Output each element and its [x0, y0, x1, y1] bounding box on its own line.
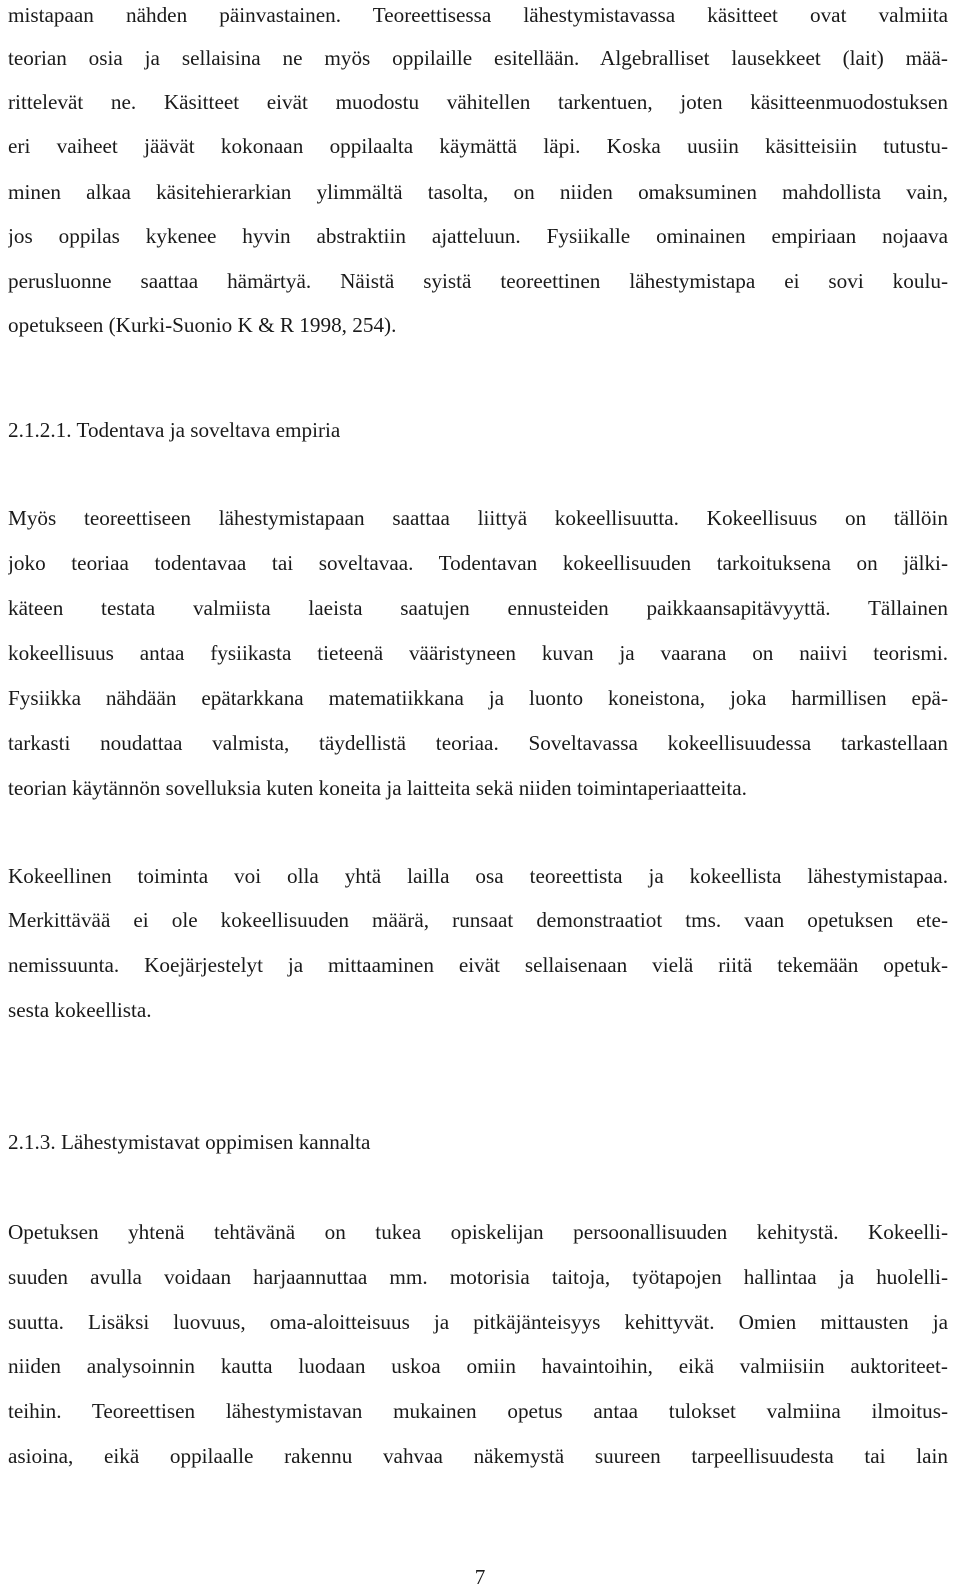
text-line: niiden analysoinnin kautta luodaan uskoa omiin havaintoihin, eikä valmiisiin auktoriteet-	[8, 1356, 948, 1378]
text-line: asioina, eikä oppilaalle rakennu vahvaa näkemystä suureen tarpeellisuudesta tai lain	[8, 1446, 948, 1468]
text-line: käteen testata valmiista laeista saatujen ennusteiden paikkaansapitävyyttä. Tällainen	[8, 598, 948, 620]
page-number: 7	[474, 1565, 486, 1589]
text-line: rittelevät ne. Käsitteet eivät muodostu vähitellen tarkentuen, joten käsitteenmuodostuksen	[8, 92, 948, 114]
text-line: joko teoriaa todentavaa tai soveltavaa. Todentavan kokeellisuuden tarkoituksena on jälki-	[8, 553, 948, 575]
text-line: mistapaan nähden päinvastainen. Teoreettisessa lähestymistavassa käsitteet ovat valmiita	[8, 5, 948, 27]
text-line: suuden avulla voidaan harjaannuttaa mm. motorisia taitoja, työtapojen hallintaa ja huolelli-	[8, 1267, 948, 1289]
text-line: suutta. Lisäksi luovuus, oma-aloitteisuus ja pitkäjänteisyys kehittyvät. Omien mittausten ja	[8, 1312, 948, 1334]
text-line: Myös teoreettiseen lähestymistapaan saattaa liittyä kokeellisuutta. Kokeellisuus on tällöin	[8, 508, 948, 530]
section-heading: 2.1.2.1. Todentava ja soveltava empiria	[8, 418, 341, 442]
text-line: nemissuunta. Koejärjestelyt ja mittaaminen eivät sellaisenaan vielä riitä tekemään opetuk-	[8, 955, 948, 977]
text-line: minen alkaa käsitehierarkian ylimmältä tasolta, on niiden omaksuminen mahdollista vain,	[8, 182, 948, 204]
text-line: jos oppilas kykenee hyvin abstraktiin ajatteluun. Fysiikalle ominainen empiriaan nojaava	[8, 226, 948, 248]
text-line: teorian käytännön sovelluksia kuten koneita ja laitteita sekä niiden toimintaperiaatteita.	[8, 776, 747, 800]
text-line: teihin. Teoreettisen lähestymistavan mukainen opetus antaa tulokset valmiina ilmoitus-	[8, 1401, 948, 1423]
text-line: teorian osia ja sellaisina ne myös oppilaille esitellään. Algebralliset lausekkeet (lait) mää-	[8, 48, 948, 70]
text-line: Opetuksen yhtenä tehtävänä on tukea opiskelijan persoonallisuuden kehitystä. Kokeelli-	[8, 1222, 948, 1244]
text-line: eri vaiheet jäävät kokonaan oppilaalta käymättä läpi. Koska uusiin käsitteisiin tutustu-	[8, 136, 948, 158]
text-line: opetukseen (Kurki-Suonio K & R 1998, 254).	[8, 313, 397, 337]
text-line: perusluonne saattaa hämärtyä. Näistä syistä teoreettinen lähestymistapa ei sovi koulu-	[8, 271, 948, 293]
section-heading: 2.1.3. Lähestymistavat oppimisen kannalta	[8, 1130, 371, 1154]
text-line: Merkittävää ei ole kokeellisuuden määrä, runsaat demonstraatiot tms. vaan opetuksen ete-	[8, 910, 948, 932]
text-line: Kokeellinen toiminta voi olla yhtä lailla osa teoreettista ja kokeellista lähestymistapaa.	[8, 866, 948, 888]
text-line: Fysiikka nähdään epätarkkana matematiikkana ja luonto koneistona, joka harmillisen epä-	[8, 688, 948, 710]
text-line: tarkasti noudattaa valmista, täydellistä teoriaa. Soveltavassa kokeellisuudessa tarkastellaan	[8, 733, 948, 755]
text-line: sesta kokeellista.	[8, 998, 152, 1022]
text-line: kokeellisuus antaa fysiikasta tieteenä vääristyneen kuvan ja vaarana on naiivi teorismi.	[8, 643, 948, 665]
